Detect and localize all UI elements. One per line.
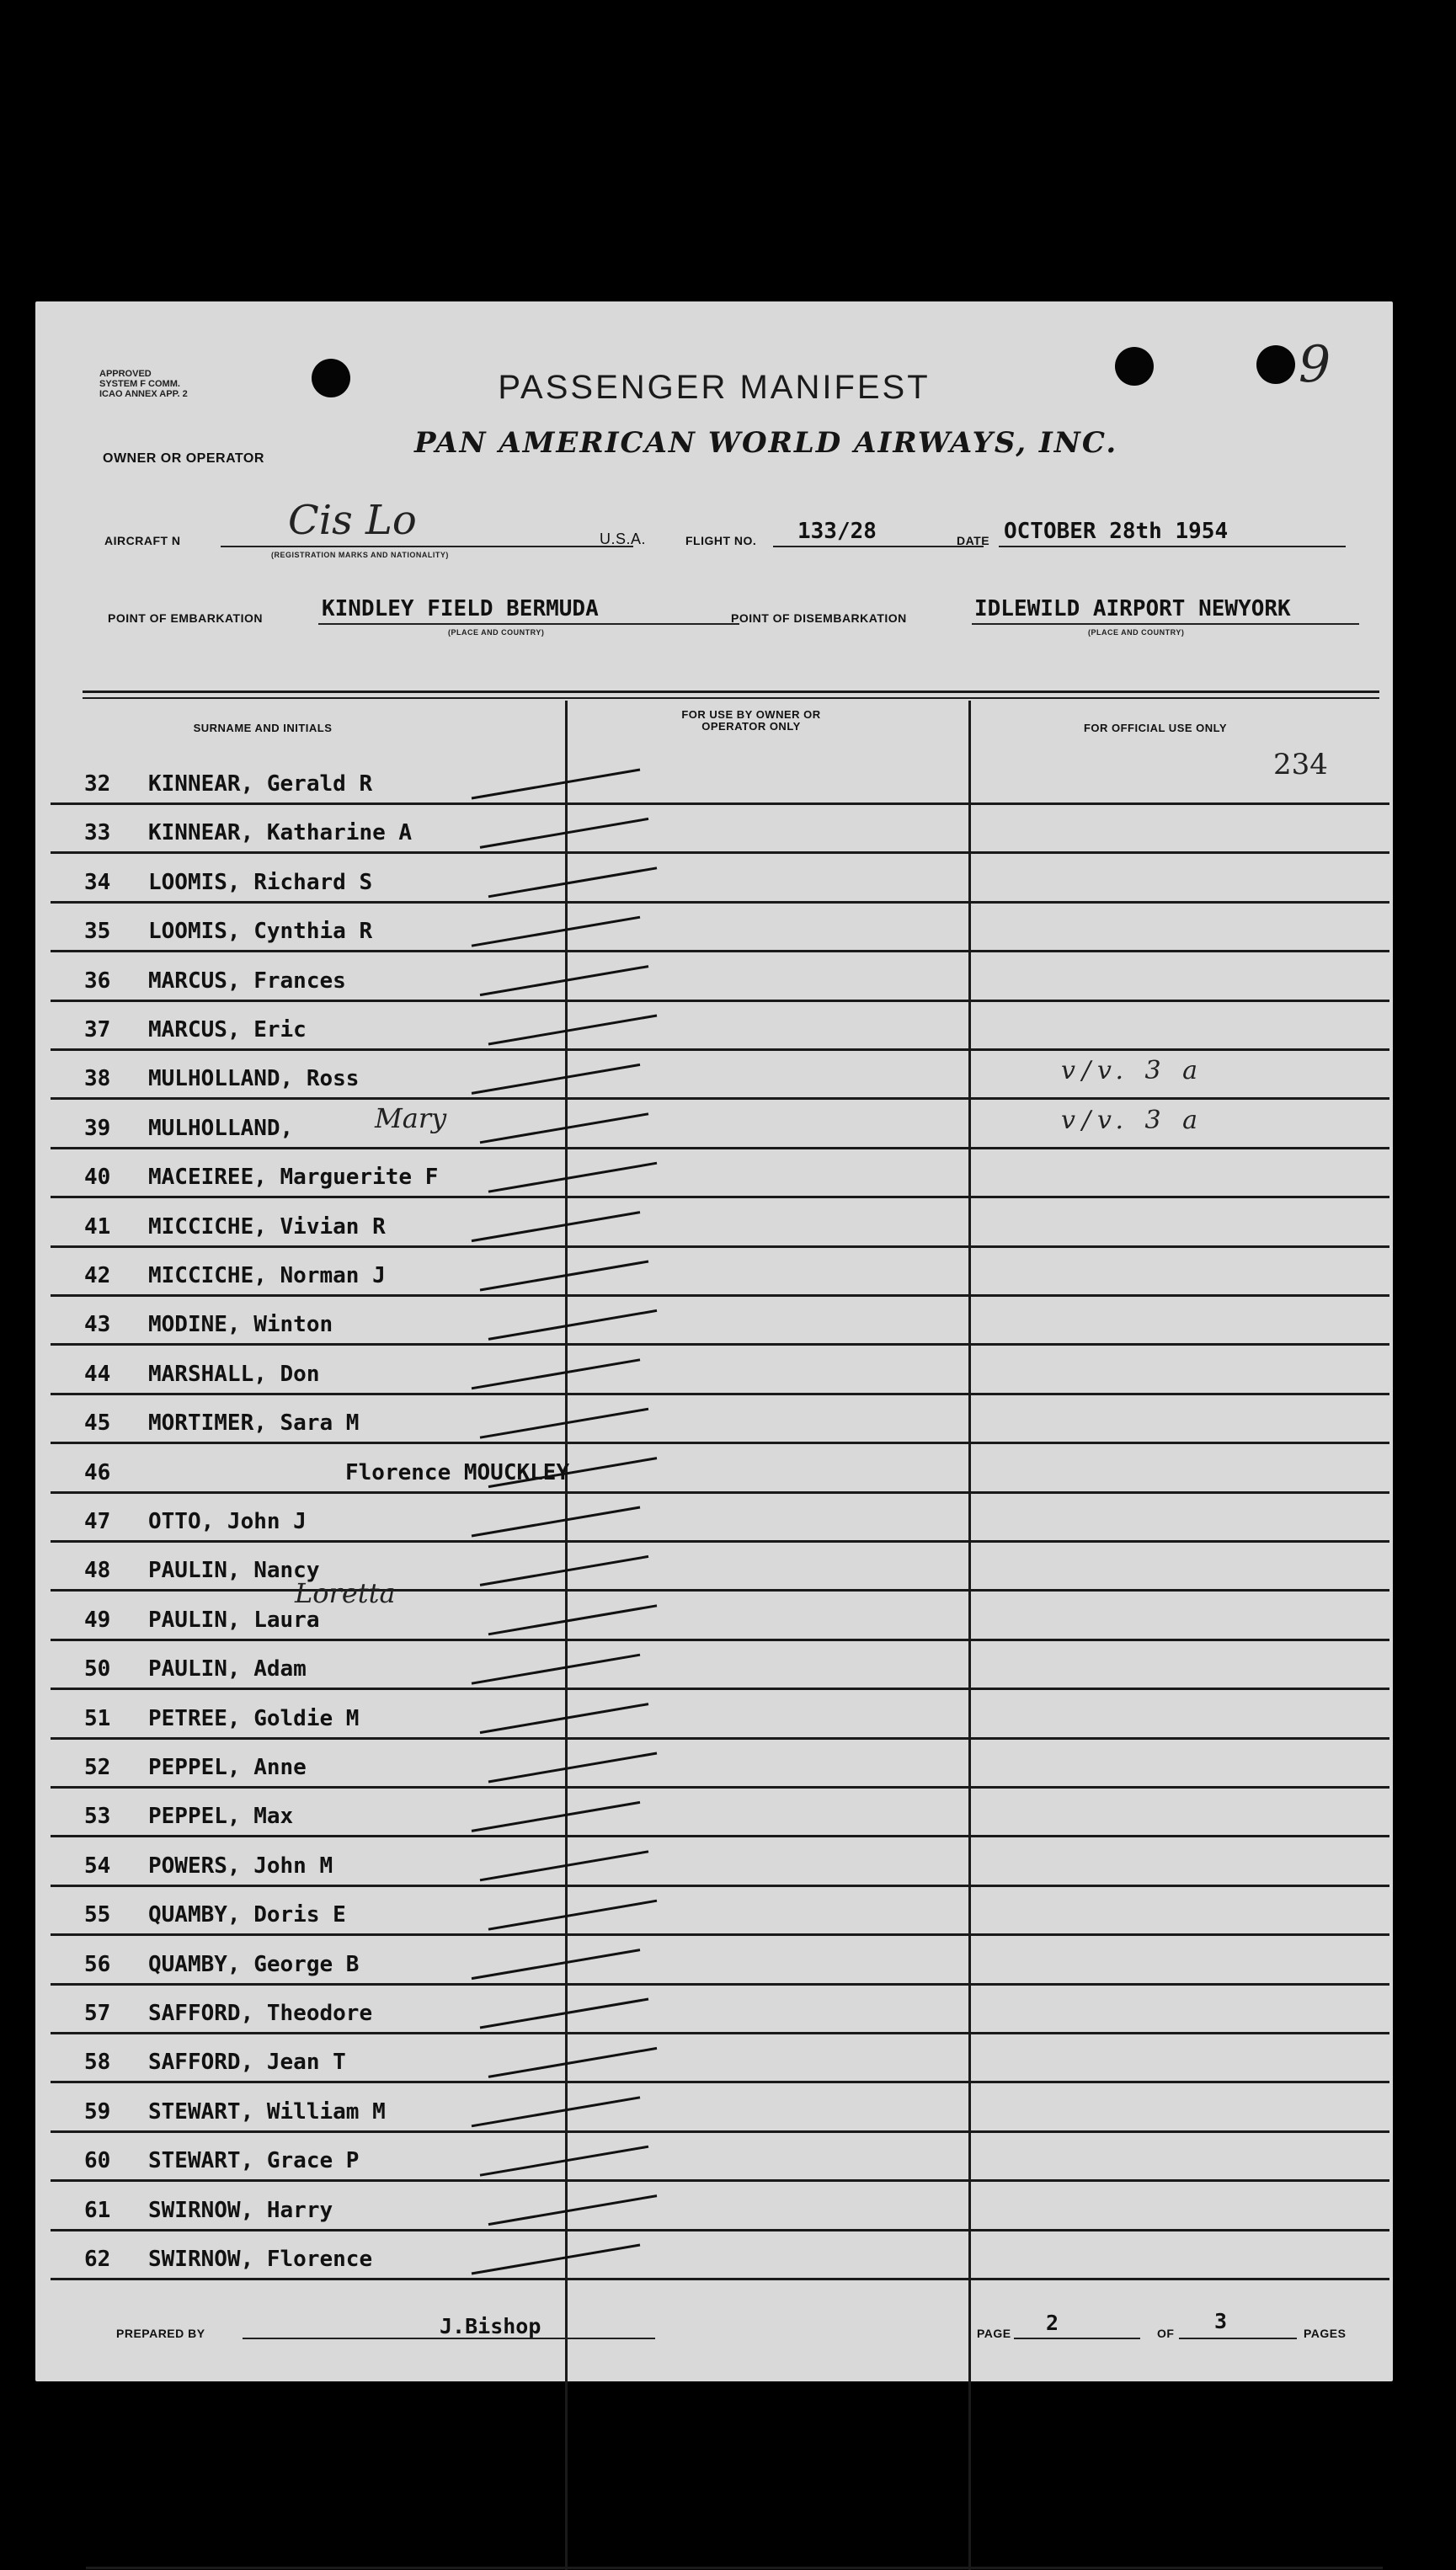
passenger-row [51,1887,1389,1936]
passenger-number: 34 [84,869,111,895]
passenger-row [51,2133,1389,2182]
passenger-row [51,1346,1389,1395]
passenger-row [51,1248,1389,1297]
handwritten-name-correction: Loretta [295,1576,396,1609]
passenger-row [51,805,1389,854]
passenger-row [51,1395,1389,1444]
approval-stamp: APPROVED SYSTEM F COMM. ICAO ANNEX APP. 2 [99,369,188,399]
col-surname-header: SURNAME AND INITIALS [193,722,333,734]
embarkation-underline [318,623,739,625]
passenger-row [51,953,1389,1002]
owner-label: OWNER OR OPERATOR [103,451,264,466]
registration-caption: (REGISTRATION MARKS AND NATIONALITY) [271,551,449,559]
total-underline [1179,2338,1297,2339]
flight-label: FLIGHT NO. [685,534,757,547]
passenger-row [51,1543,1389,1592]
embarkation-caption: (PLACE AND COUNTRY) [448,628,545,637]
prepared-label: PREPARED BY [116,2327,205,2340]
passenger-number: 48 [84,1558,111,1584]
form-title: PASSENGER MANIFEST [498,369,931,406]
passenger-number: 59 [84,2098,111,2125]
passenger-number: 60 [84,2148,111,2174]
passenger-number: 47 [84,1509,111,1534]
passenger-row [51,1641,1389,1690]
passenger-name: PETREE, Goldie M [148,1705,360,1731]
embarkation-point: KINDLEY FIELD BERMUDA [322,596,599,621]
table-top-rule [83,690,1379,693]
passenger-number: 52 [84,1755,111,1780]
passenger-name: STEWART, William M [148,2098,386,2125]
passenger-row [51,1051,1389,1100]
passenger-number: 49 [84,1607,111,1633]
passenger-name: Florence MOUCKLEY [345,1459,570,1485]
table-top-rule-2 [83,697,1379,699]
passenger-number: 44 [84,1361,111,1387]
passenger-number: 61 [84,2197,111,2223]
passenger-number: 38 [84,1066,111,1092]
table-bottom-rule [86,2567,1383,2569]
passenger-name: QUAMBY, Doris E [148,1902,346,1928]
passenger-name: STEWART, Grace P [148,2148,360,2174]
passenger-row [51,2231,1389,2280]
passenger-number: 41 [84,1213,111,1240]
passenger-name: MULHOLLAND, [148,1115,294,1141]
prepared-by: J.Bishop [440,2314,541,2338]
passenger-name: MARSHALL, Don [148,1361,320,1387]
passenger-name: POWERS, John M [148,1853,333,1879]
passenger-row [51,1789,1389,1837]
passenger-row [51,855,1389,904]
passenger-row [51,1986,1389,2034]
page-underline [1014,2338,1140,2339]
passenger-number: 58 [84,2050,111,2076]
flight-number: 133/28 [797,519,877,544]
aircraft-label: AIRCRAFT N [104,534,181,547]
passenger-row [51,1740,1389,1789]
passenger-name: OTTO, John J [148,1509,307,1534]
handwritten-name-correction: Mary [375,1101,447,1134]
passenger-name: SAFFORD, Jean T [148,2050,346,2076]
passenger-name: MICCICHE, Vivian R [148,1213,386,1240]
passenger-row [51,904,1389,952]
passenger-number: 51 [84,1705,111,1731]
passenger-number: 42 [84,1263,111,1288]
disembarkation-point: IDLEWILD AIRPORT NEWYORK [974,596,1291,621]
col-owner-header: FOR USE BY OWNER OR OPERATOR ONLY [681,708,821,733]
passenger-name: PAULIN, Nancy [148,1558,320,1584]
passenger-name: SWIRNOW, Harry [148,2197,333,2223]
embarkation-label: POINT OF EMBARKATION [108,611,263,625]
passenger-number: 46 [84,1459,111,1485]
passenger-number: 53 [84,1804,111,1830]
aircraft-underline [221,546,633,547]
pages-label: PAGES [1304,2327,1347,2340]
passenger-row [51,2183,1389,2231]
row-rule [51,2278,1389,2280]
official-annotation: v/v. 3 a [1061,1056,1205,1086]
passenger-row [51,2084,1389,2133]
passenger-number: 40 [84,1165,111,1191]
passenger-name: MULHOLLAND, Ross [148,1066,360,1092]
passenger-number: 43 [84,1312,111,1338]
disembarkation-caption: (PLACE AND COUNTRY) [1088,628,1185,637]
passenger-name: MORTIMER, Sara M [148,1410,360,1437]
passenger-name: QUAMBY, George B [148,1951,360,1977]
passenger-number: 45 [84,1410,111,1437]
passenger-row [51,1297,1389,1346]
operator-name: PAN AMERICAN WORLD AIRWAYS, INC. [414,426,1118,460]
passenger-name: LOOMIS, Cynthia R [148,919,373,945]
passenger-name: MICCICHE, Norman J [148,1263,386,1288]
official-annotation: v/v. 3 a [1061,1105,1205,1135]
flight-date: OCTOBER 28th 1954 [1004,519,1229,544]
passenger-number: 36 [84,968,111,994]
passenger-name: PAULIN, Laura [148,1607,320,1633]
passenger-name: PEPPEL, Anne [148,1755,307,1780]
passenger-name: KINNEAR, Katharine A [148,820,413,846]
passenger-row [51,1149,1389,1198]
date-label: DATE [957,534,990,547]
of-label: OF [1157,2327,1175,2340]
corner-mark: 9 [1299,335,1331,394]
passenger-number: 55 [84,1902,111,1928]
aircraft-handwritten: Cis Lo [288,497,417,544]
passenger-number: 56 [84,1951,111,1977]
passenger-number: 39 [84,1115,111,1141]
passenger-number: 35 [84,919,111,945]
passenger-row [51,1937,1389,1986]
usa-label: U.S.A. [600,531,647,547]
passenger-number: 62 [84,2247,111,2272]
passenger-name: SAFFORD, Theodore [148,2001,373,2026]
passenger-number: 54 [84,1853,111,1879]
passenger-name: LOOMIS, Richard S [148,869,373,895]
total-pages: 3 [1214,2309,1228,2333]
passenger-name: MACEIREE, Marguerite F [148,1165,439,1191]
passenger-row [51,1494,1389,1543]
passenger-name: KINNEAR, Gerald R [148,771,373,797]
passenger-name: MARCUS, Eric [148,1017,307,1042]
passenger-number: 32 [84,771,111,797]
passenger-name: PEPPEL, Max [148,1804,294,1830]
passenger-number: 50 [84,1656,111,1682]
passenger-name: SWIRNOW, Florence [148,2247,373,2272]
page-number: 2 [1046,2311,1059,2335]
passenger-row [51,1838,1389,1887]
disembarkation-label: POINT OF DISEMBARKATION [731,611,907,625]
passenger-number: 33 [84,820,111,846]
date-underline [999,546,1346,547]
passenger-name: MODINE, Winton [148,1312,333,1338]
passenger-row [51,1199,1389,1248]
passenger-row [51,1002,1389,1051]
passenger-number: 37 [84,1017,111,1042]
disembarkation-underline [972,623,1359,625]
passenger-number: 57 [84,2001,111,2026]
flight-underline [773,546,984,547]
passenger-row [51,2034,1389,2083]
col-official-header: FOR OFFICIAL USE ONLY [1083,722,1228,734]
official-note: 234 [1273,748,1328,781]
passenger-row [51,1691,1389,1740]
passenger-name: PAULIN, Adam [148,1656,307,1682]
passenger-row [51,1445,1389,1494]
passenger-row [51,1101,1389,1149]
passenger-row [51,1576,1389,1641]
passenger-name: MARCUS, Frances [148,968,346,994]
page-label: PAGE [977,2327,1011,2340]
passenger-row [51,756,1389,805]
